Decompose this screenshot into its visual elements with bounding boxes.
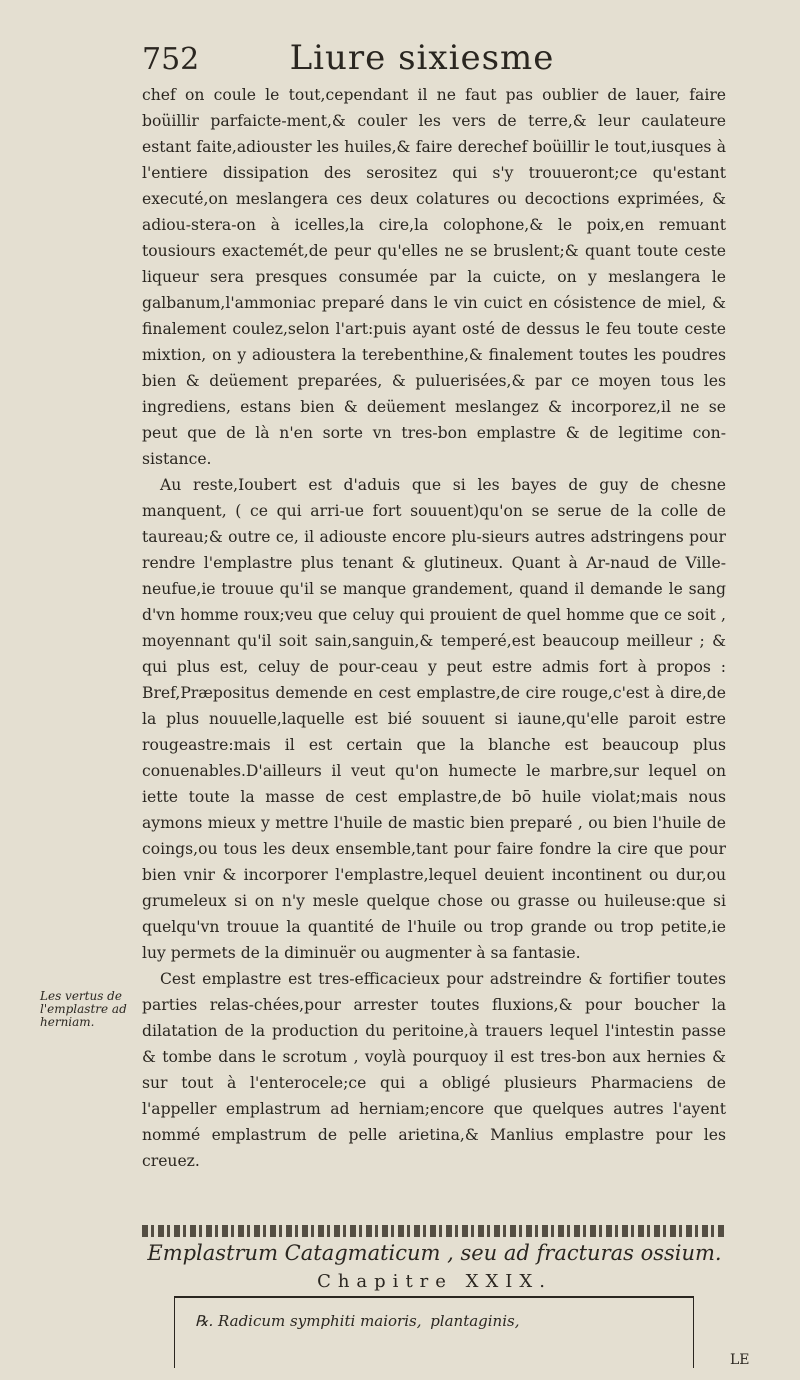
paragraph-2: Au reste,Ioubert est d'aduis que si les bayes de guy de chesne manquent, ( ce qui arri-ue fort souuent)qu'on se serue de la colle de taureau;& outre ce, il adiouste encore plu-sieurs autres adstringens pour rendre l'emplastre plus tenant & glutineux. Quant à Ar-naud de Ville-neufue,ie trouue qu'il se manque grandement, quand il demande le sang d'vn homme roux;veu que celuy qui prouient de quel homme que ce soit , moyennant qu'il soit sain,sanguin,& temperé,est beaucoup meilleur ; & qui plus est, celuy de pour-ceau y peut estre admis fort à propos : Bref,Præpositus demende en cest emplastre,de cire rouge,c'est à dire,de la plus nouuelle,laquelle est bié souuent si iaune,qu'elle paroit estre rougeastre:mais il est certain que la blanche est beaucoup plus conuenables.D'ailleurs il veut qu'on humecte le marbre,sur lequel on iette toute la masse de cest emplastre,de bō huile violat;mais nous aymons mieux y mettre l'huile de mastic bien preparé , ou bien l'huile de coings,ou tous les deux ensemble,tant pour faire fondre la cire que pour bien vnir & incorporer l'emplastre,lequel deuient incontinent ou dur,ou grumeleux si on n'y mesle quelque chose ou grasse ou huileuse:que si quelqu'vn trouue la quantité de l'huile ou trop grande ou trop petite,ie luy permets de la diminuër ou augmenter à sa fantasie. [142, 476, 726, 962]
catchword: LE [730, 1352, 750, 1368]
paragraph-3: Cest emplastre est tres-efficacieux pour adstreindre & fortifier toutes parties relas-chées,pour arrester toutes fluxions,& pour boucher la dilatation de la production du peritoine,à trauers lequel l'intestin passe & tombe dans le scrotum , voylà pourquoy il est tres-bon aux hernies & sur tout à l'enterocele;ce qui a obligé plusieurs Pharmaciens de l'appeller emplastrum ad herniam;encore que quelques autres l'ayent nommé emplastrum de pelle arietina,& Manlius emplastre pour les creuez. [142, 970, 726, 1170]
recipe-title: Emplastrum Catagmaticum , seu ad fracturas ossium. [147, 1241, 722, 1265]
ornament-divider [142, 1225, 727, 1237]
running-title: Liure sixiesme [289, 38, 555, 78]
chapter-heading: Chapitre XXIX. [317, 1271, 552, 1292]
margin-note: Les vertus de l'emplastre ad herniam. [40, 989, 127, 1029]
recipe-line-left: ℞. Radicum symphiti maioris, [195, 1312, 422, 1330]
recipe-line [195, 1312, 675, 1330]
recipe-box [174, 1296, 694, 1368]
recipe-line-right: plantaginis, [430, 1312, 520, 1330]
paragraph-1: chef on coule le tout,cependant il ne faut pas oublier de lauer, faire boüillir parfaicte-ment,& couler les vers de terre,& leur caulateure estant faite,adiouster les huiles,& faire derechef boüillir le tout,iusques à l'entiere dissipation des serositez qui s'y trouueront;ce qu'estant executé,on meslangera ces deux colatures ou decoctions exprimées, & adiou-stera-on à icelles,la cire,la colophone,& le poix,en remuant tousiours exactemét,de peur qu'elles ne se bruslent;& quant toute ceste liqueur sera presques consumée par la cuicte, on y meslangera le galbanum,l'ammoniac preparé dans le vin cuict en cósistence de miel, & finalement coulez,selon l'art:puis ayant osté de dessus le feu toute ceste mixtion, on y adioustera la terebenthine,& finalement toutes les poudres bien & deüement preparées, & puluerisées,& par ce moyen tous les ingrediens, estans bien & deüement meslangez & incorporez,il ne se peut que de là n'en sorte vn tres-bon emplastre & de legitime con-sistance. [142, 86, 726, 468]
main-text [142, 82, 726, 1174]
page-header [142, 38, 702, 78]
page-number: 752 [142, 42, 200, 77]
